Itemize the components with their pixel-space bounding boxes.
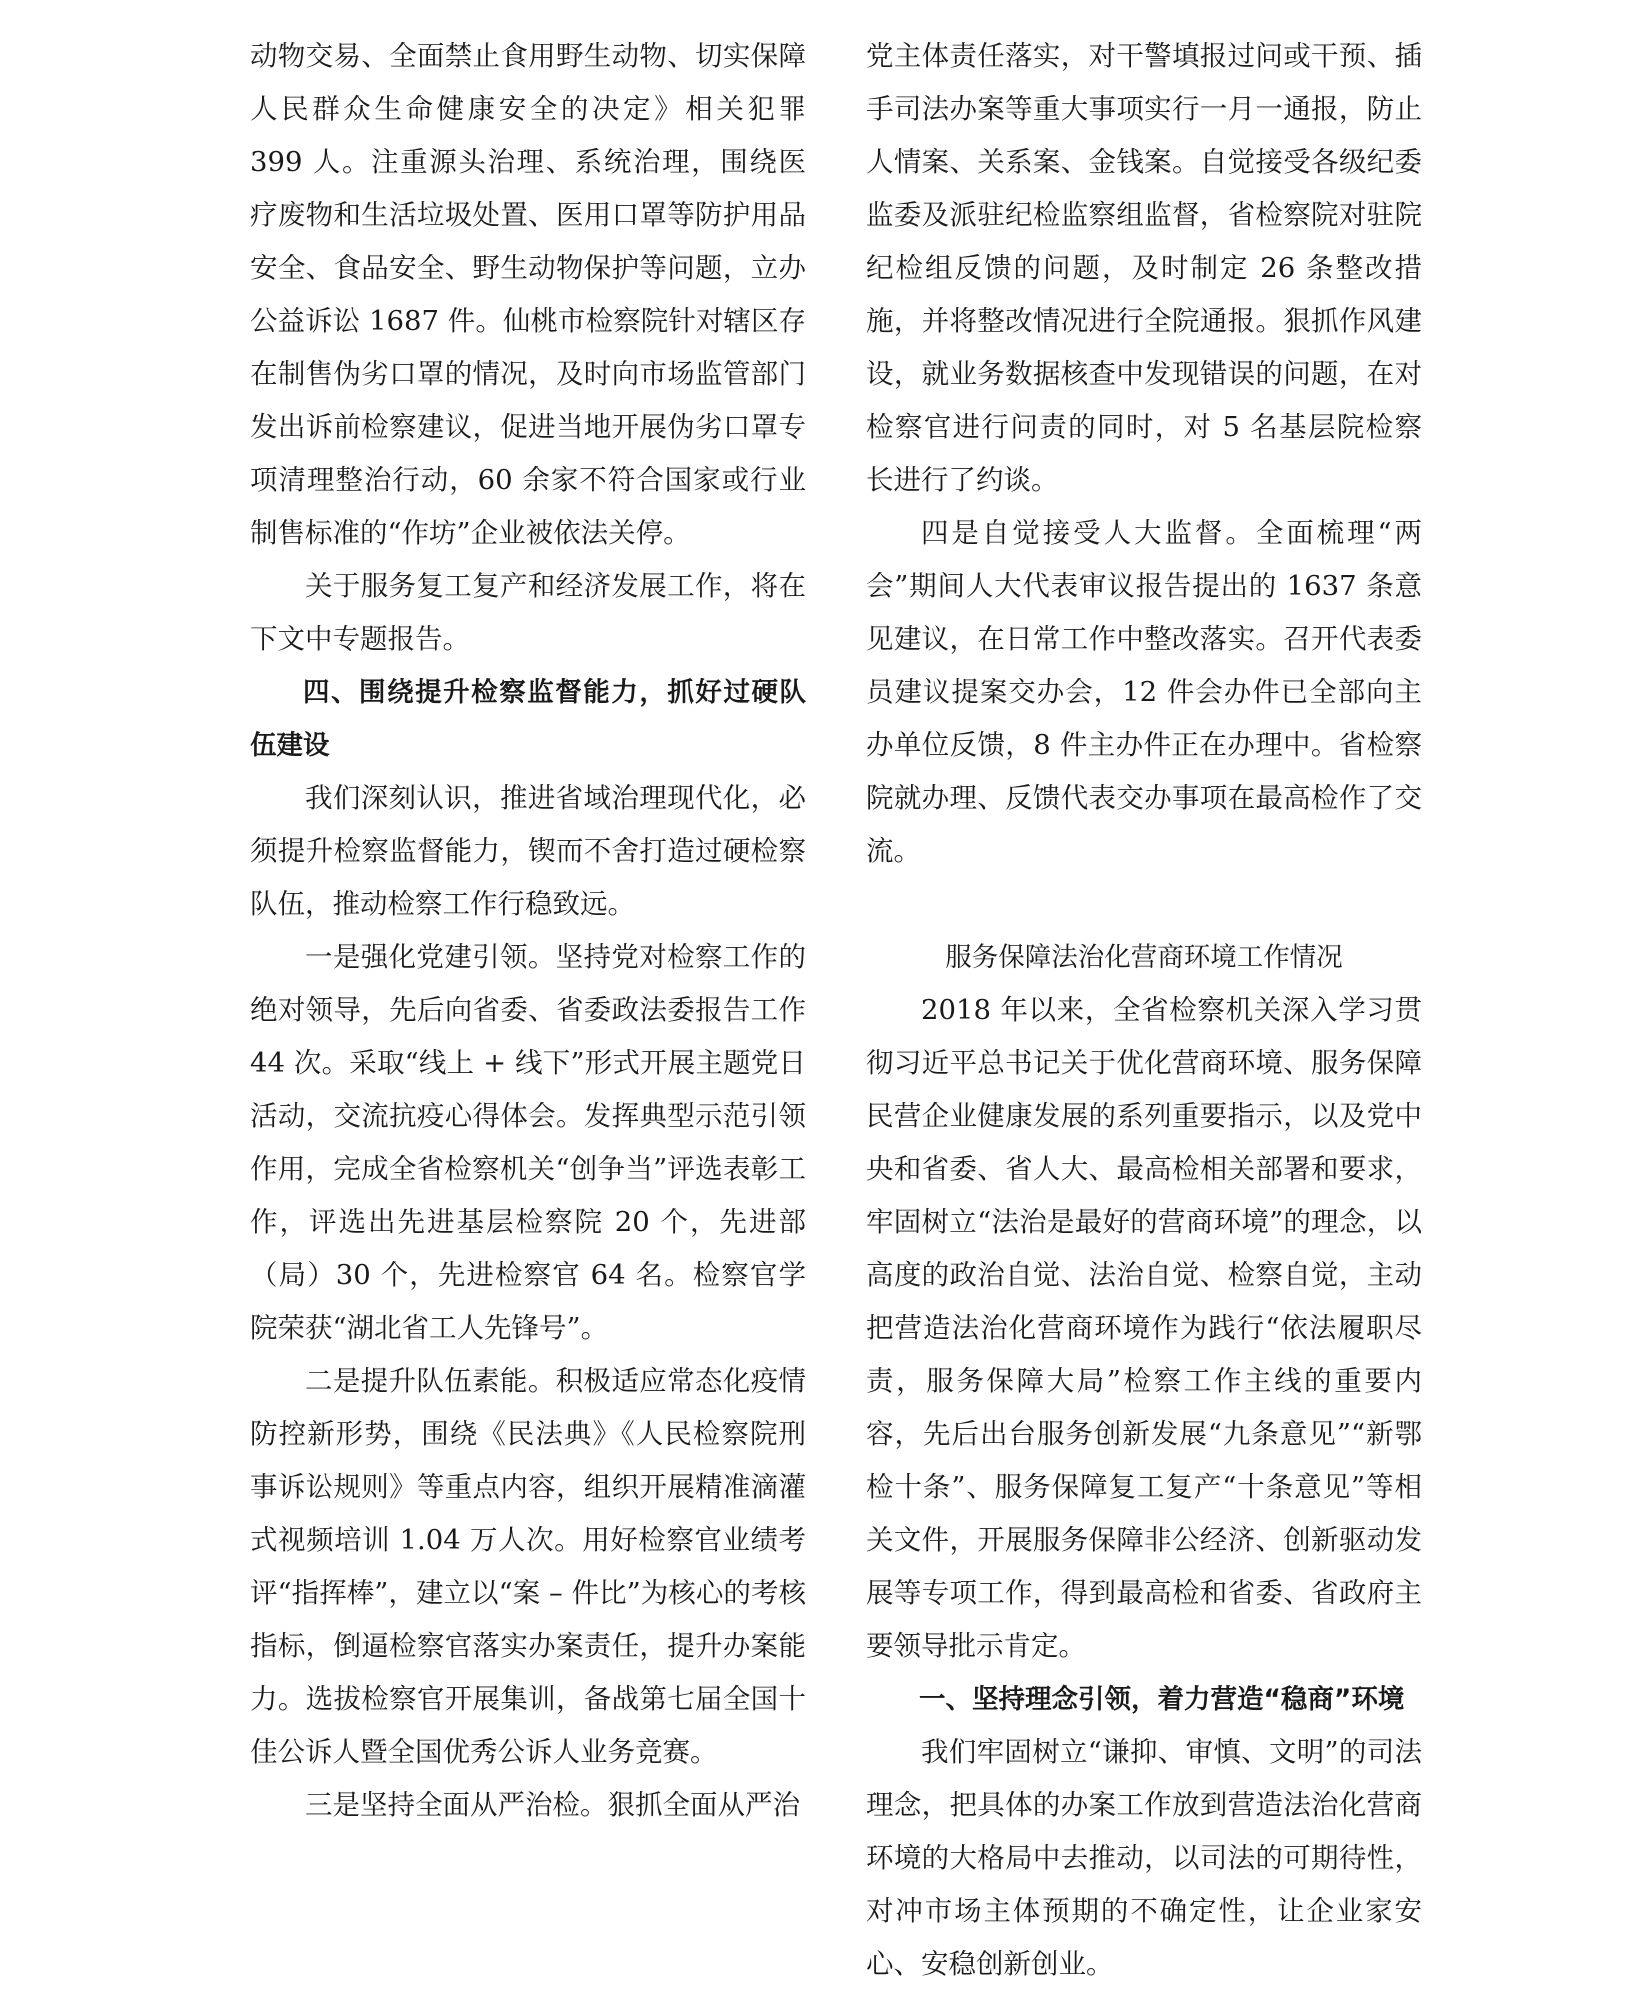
paragraph-party-building: 一是强化党建引领。坚持党对检察工作的绝对领导，先后向省委、省委政法委报告工作 44 次。采取“线上 + 线下”形式开展主题党日活动，交流抗疫心得体会。发挥典型示范引领作用，完成全省检察机关“创争当”评选表彰工作，评选出先进基层检察院 20 个，先进部（局）30 个，先进检察官 64 名。检察官学院荣获“湖北省工人先锋号”。 bbox=[250, 941, 806, 1344]
paragraph-wildlife-continuation: 动物交易、全面禁止食用野生动物、切实保障人民群众生命健康安全的决定》相关犯罪 399 人。注重源头治理、系统治理，围绕医疗废物和生活垃圾处置、医用口罩等防护用品安全、食品安全、野生动物保护等问题，立办公益诉讼 1687 件。仙桃市检察院针对辖区存在制售伪劣口罩的情况，及时向市场监管部门发出诉前检察建议，促进当地开展伪劣口罩专项清理整治行动，60 余家不符合国家或行业制售标准的“作坊”企业被依法关停。 bbox=[250, 40, 806, 549]
heading-section-4: 四、围绕提升检察监督能力，抓好过硬队伍建设 bbox=[250, 677, 806, 761]
paragraph-judicial-idea: 我们牢固树立“谦抑、审慎、文明”的司法理念，把具体的办案工作放到营造法治化营商环境的大格局中去推动，以司法的可期待性，对冲市场主体预期的不确定性，让企业家安心、安稳创新创业。 bbox=[866, 1736, 1422, 1980]
paragraph-npc-supervision: 四是自觉接受人大监督。全面梳理“两会”期间人大代表审议报告提出的 1637 条意见建议，在日常工作中整改落实。召开代表委员建议提案交办会，12 件会办件已全部向主办单位反馈，8 件主办件正在办理中。省检察院就办理、反馈代表交办事项在最高检作了交流。 bbox=[866, 517, 1422, 867]
paragraph-strict-governance-start: 三是坚持全面从严治检。狠抓全面从严治 bbox=[305, 1789, 800, 1821]
paragraph-awareness: 我们深刻认识，推进省域治理现代化，必须提升检察监督能力，锲而不舍打造过硬检察队伍，推动检察工作行稳致远。 bbox=[250, 782, 806, 920]
heading-section-1: 一、坚持理念引领，着力营造“稳商”环境 bbox=[919, 1684, 1405, 1715]
paragraph-since-2018: 2018 年以来，全省检察机关深入学习贯彻习近平总书记关于优化营商环境、服务保障民营企业健康发展的系列重要指示，以及党中央和省委、省人大、最高检相关部署和要求，牢固树立“法治是最好的营商环境”的理念，以高度的政治自觉、法治自觉、检察自觉，主动把营造法治化营商环境作为践行“依法履职尽责，服务保障大局”检察工作主线的重要内容，先后出台服务创新发展“九条意见”“新鄂检十条”、服务保障复工复产“十条意见”等相关文件，开展服务保障非公经济、创新驱动发展等专项工作，得到最高检和省委、省政府主要领导批示肯定。 bbox=[866, 994, 1422, 1662]
section-title: 服务保障法治化营商环境工作情况 bbox=[945, 942, 1343, 973]
paragraph-strict-governance-continuation: 党主体责任落实，对干警填报过问或干预、插手司法办案等重大事项实行一月一通报，防止人情案、关系案、金钱案。自觉接受各级纪委监委及派驻纪检监察组监督，省检察院对驻院纪检组反馈的问题，及时制定 26 条整改措施，并将整改情况进行全院通报。狠抓作风建设，就业务数据核查中发现错误的问题，在对检察官进行问责的同时，对 5 名基层院检察长进行了约谈。 bbox=[866, 40, 1422, 496]
right-column bbox=[866, 30, 1422, 1991]
left-column bbox=[250, 30, 806, 1832]
paragraph-team-capacity: 二是提升队伍素能。积极适应常态化疫情防控新形势，围绕《民法典》《人民检察院刑事诉讼规则》等重点内容，组织开展精准滴灌式视频培训 1.04 万人次。用好检察官业绩考评“指挥棒”，建立以“案 – 件比”为核心的考核指标，倒逼检察官落实办案责任，提升办案能力。选拔检察官开展集训，备战第七届全国十佳公诉人暨全国优秀公诉人业务竞赛。 bbox=[250, 1365, 806, 1768]
paragraph-service-report: 关于服务复工复产和经济发展工作，将在下文中专题报告。 bbox=[250, 570, 806, 655]
